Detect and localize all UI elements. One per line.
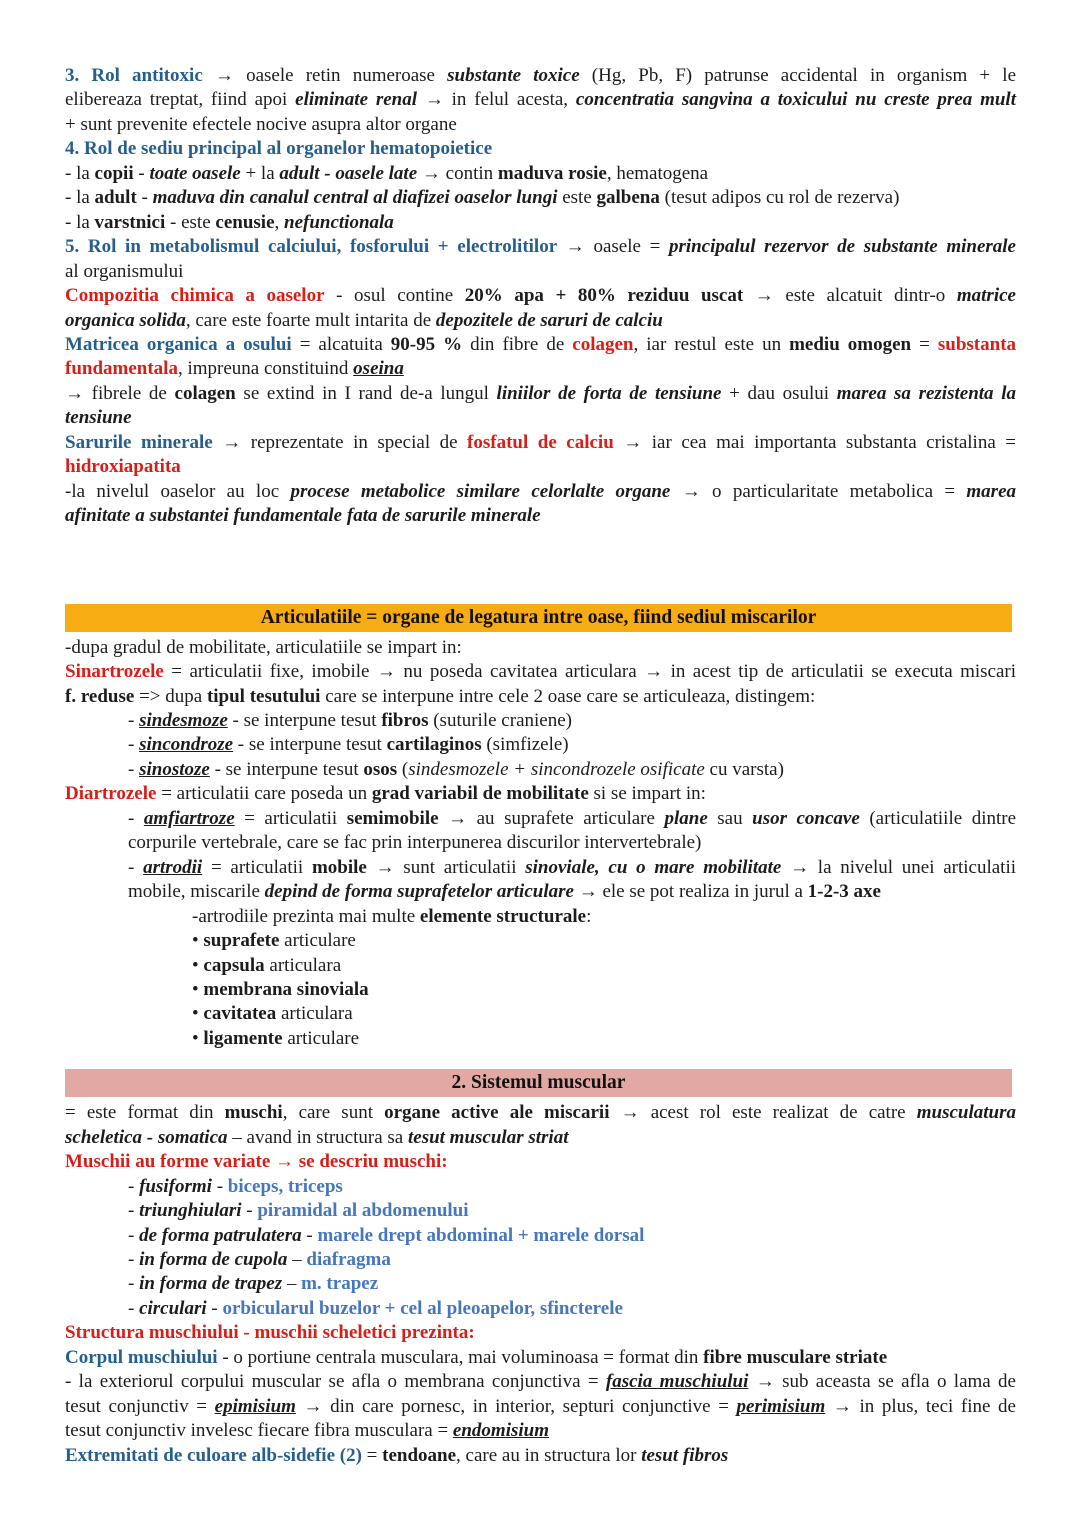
text-segment: - se interpune tesut [209, 758, 364, 780]
text-segment: : [586, 905, 592, 927]
text-line [65, 1002, 1016, 1026]
text-segment: Sinartrozele [65, 661, 164, 683]
text-segment: - o portiune centrala musculara, mai voluminoasa = format din [217, 1346, 704, 1368]
text-segment: eliminate renal [295, 89, 417, 111]
text-segment: este [557, 187, 597, 209]
text-segment: tesut muscular striat [407, 1126, 569, 1148]
text-segment: -artrodiile prezinta mai multe [192, 905, 420, 927]
text-segment: • [192, 1003, 204, 1025]
text-segment: Matricea organica a osului [65, 333, 292, 355]
text-segment: - la [65, 211, 95, 233]
text-segment: - se interpune tesut [227, 709, 382, 731]
text-line [65, 406, 1016, 430]
text-segment: → sub aceasta se afla o lama de [748, 1371, 1016, 1393]
text-segment: procese metabolice similare celorlalte organe [290, 480, 671, 502]
text-segment: articulare [282, 1027, 360, 1049]
text-segment: – [287, 1249, 307, 1271]
text-segment: → o particularitate metabolica = [670, 480, 967, 502]
text-line [65, 782, 1016, 806]
text-segment: Muschii au forme variate → se descriu muschi: [65, 1151, 448, 1173]
text-segment: - la [65, 162, 95, 184]
text-segment: fibre musculare striate [703, 1346, 888, 1368]
text-line [65, 636, 1016, 660]
text-line [65, 431, 1016, 455]
text-segment: biceps, triceps [227, 1175, 343, 1197]
text-segment: si se impart in: [588, 783, 706, 805]
text-segment: musculatura [916, 1102, 1016, 1124]
text-line [65, 64, 1016, 88]
text-segment: orbicularul buzelor + cel al pleoapelor, sfincterele [222, 1297, 623, 1319]
text-segment: care se interpune intre cele 2 oase care se articuleaza, distingem: [320, 685, 816, 707]
text-line [65, 235, 1016, 259]
text-line [65, 480, 1016, 504]
text-line [65, 284, 1016, 308]
text-line [65, 880, 1016, 904]
text-line [65, 685, 1016, 709]
text-line [65, 1199, 1016, 1223]
text-segment: substanta [937, 333, 1017, 355]
text-segment: = articulatii [234, 807, 347, 829]
text-segment: , hematogena [606, 162, 709, 184]
text-segment: din fibre de [462, 333, 573, 355]
text-segment: Diartrozele [65, 783, 157, 805]
text-segment: scheletica - somatica [65, 1126, 228, 1148]
text-segment: mobile [311, 856, 367, 878]
text-segment: sinostoze [139, 758, 210, 780]
text-segment: - [301, 1224, 318, 1246]
text-segment: → in felul acesta, [417, 89, 576, 111]
text-segment: elemente structurale [419, 905, 587, 927]
text-segment: galbena [596, 187, 660, 209]
text-segment: ( [397, 758, 409, 780]
text-segment: - [241, 1200, 258, 1222]
text-segment: Structura muschiului - muschii scheletici prezinta: [65, 1322, 475, 1344]
text-segment: – [282, 1273, 302, 1295]
text-line [65, 137, 1016, 161]
text-segment: (suturile craniene) [428, 709, 572, 731]
text-segment: = este format din [65, 1102, 225, 1124]
text-line [65, 1346, 1016, 1370]
text-segment: sindesmoze [139, 709, 228, 731]
text-segment: cu varsta) [704, 758, 784, 780]
text-segment: → acest rol este realizat de catre [609, 1102, 917, 1124]
text-segment: → la nivelul unei articulatii [781, 856, 1017, 878]
text-line [65, 1150, 1016, 1174]
text-segment: • [192, 1027, 204, 1049]
text-segment: maduva rosie [497, 162, 607, 184]
text-line [65, 88, 1016, 112]
text-segment: epimisium [214, 1395, 296, 1417]
text-segment: - [133, 162, 150, 184]
text-segment: Extremitati de culoare alb-sidefie (2) [65, 1444, 362, 1466]
text-segment: fusiformi [139, 1175, 212, 1197]
text-segment: = articulatii fixe, imobile → nu poseda cavitatea articulara → in acest tip de articulatii se executa miscari [163, 661, 1016, 683]
text-segment: → este alcatuit dintr-o [743, 285, 957, 307]
text-line [65, 1101, 1016, 1125]
text-segment: tendoane [382, 1444, 457, 1466]
text-segment: articulare [279, 930, 356, 952]
text-segment: 3. Rol antitoxic [65, 65, 203, 86]
text-segment: marea [966, 480, 1017, 502]
text-segment: de forma patrulatera [139, 1224, 302, 1246]
text-line [65, 660, 1016, 684]
text-segment: - [206, 1297, 223, 1319]
text-segment: • [192, 954, 204, 976]
text-segment: sinoviale, cu o mare mobilitate [525, 856, 782, 878]
text-segment: → ele se pot realiza in jurul a [573, 881, 808, 903]
text-segment: tensiune [65, 407, 132, 429]
text-line [65, 1321, 1016, 1345]
text-segment: + dau osului [721, 382, 837, 404]
text-segment: organe active ale miscarii [384, 1102, 610, 1124]
text-segment: plane [664, 807, 708, 829]
text-segment: -la nivelul oaselor au loc [65, 480, 291, 502]
text-segment: colagen [572, 333, 634, 355]
text-line [65, 807, 1016, 831]
text-segment: - [128, 1273, 140, 1295]
text-segment: amfiartroze [143, 807, 235, 829]
text-segment: principalul rezervor de substante minerale [668, 236, 1016, 258]
text-segment: depind de forma suprafetelor articulare [264, 881, 574, 903]
text-segment: - osul contine [324, 285, 465, 307]
text-segment: copii [94, 162, 134, 184]
text-segment: perimisium [736, 1395, 826, 1417]
text-line [65, 162, 1016, 186]
text-segment: → au suprafete articulare [438, 807, 665, 829]
text-segment: - [128, 1175, 140, 1197]
text-segment: → sunt articulatii [366, 856, 526, 878]
text-segment: muschi [224, 1102, 283, 1124]
text-segment: tesut fibros [641, 1444, 729, 1466]
text-segment: se extind in I rand de-a lungul [235, 382, 497, 404]
text-segment: – avand in structura sa [227, 1126, 408, 1148]
text-segment: triunghiulari [139, 1200, 242, 1222]
text-line [65, 113, 1016, 137]
text-segment: m. trapez [301, 1273, 379, 1295]
text-line [65, 954, 1016, 978]
text-segment: suprafete [203, 930, 280, 952]
text-segment: , iar restul este un [633, 333, 790, 355]
text-segment: - [128, 807, 144, 829]
text-segment: = [911, 333, 938, 355]
text-segment: - [211, 1175, 228, 1197]
text-segment: , care este foarte mult intarita de [185, 309, 436, 331]
text-line [65, 905, 1016, 929]
text-segment: , care sunt [282, 1102, 385, 1124]
text-segment: fundamentala [65, 358, 178, 380]
text-segment: - la [65, 187, 95, 209]
section-heading-muscular: 2. Sistemul muscular [65, 1069, 1012, 1097]
text-segment: in forma de trapez [139, 1273, 283, 1295]
text-segment: • [192, 930, 204, 952]
text-line [65, 357, 1016, 381]
text-segment: fascia muschiului [605, 1371, 749, 1393]
text-segment: depozitele de saruri de calciu [435, 309, 663, 331]
text-segment: tipul tesutului [206, 685, 321, 707]
text-segment: → din care pornesc, in interior, septuri conjunctive = [295, 1395, 737, 1417]
text-segment: semimobile [346, 807, 439, 829]
text-segment: - la exteriorul corpului muscular se afla o membrana conjunctiva = [65, 1371, 606, 1393]
text-segment: maduva din canalul central al diafizei oaselor lungi [152, 187, 558, 209]
text-segment: = articulatii care poseda un [156, 783, 372, 805]
text-segment: - [128, 856, 144, 878]
text-line [65, 1224, 1016, 1248]
text-segment: 90-95 % [390, 333, 463, 355]
text-segment: capsula [203, 954, 265, 976]
text-segment: + la [240, 162, 280, 184]
text-segment: usor concave [752, 807, 860, 829]
text-segment: liniilor de forta de tensiune [496, 382, 722, 404]
text-segment: colagen [174, 382, 236, 404]
text-segment: grad variabil de mobilitate [371, 783, 589, 805]
text-line [65, 186, 1016, 210]
text-segment: Sarurile minerale [65, 431, 213, 453]
text-line [65, 1126, 1016, 1150]
text-segment: Corpul muschiului [65, 1346, 218, 1368]
text-segment: sincondroze [139, 734, 234, 756]
text-segment: - [136, 187, 153, 209]
text-segment: membrana sinoviala [203, 978, 369, 1000]
text-line [65, 1248, 1016, 1272]
text-segment: fosfatul de calciu [467, 431, 614, 453]
text-segment: - [128, 1297, 140, 1319]
text-segment: • [192, 978, 204, 1000]
text-line [65, 709, 1016, 733]
text-line [65, 1027, 1016, 1051]
text-segment: Compozitia chimica a oaselor [65, 285, 325, 307]
text-line [65, 211, 1016, 235]
text-line [65, 455, 1016, 479]
text-segment: → in plus, teci fine de [825, 1395, 1016, 1417]
text-segment: + sunt prevenite efectele nocive asupra altor organe [65, 113, 457, 135]
text-segment: - [128, 709, 140, 731]
text-segment: tesut conjunctiv invelesc fiecare fibra musculara = [65, 1420, 453, 1442]
text-segment: 20% apa + 80% reziduu uscat [464, 285, 744, 307]
text-segment: - se interpune tesut [233, 734, 387, 756]
text-segment: endomisium [452, 1420, 549, 1442]
text-segment: => dupa [134, 685, 207, 707]
text-segment: nefunctionala [284, 211, 394, 233]
text-segment: f. reduse [65, 685, 135, 707]
text-segment: 4. Rol de sediu principal al organelor hematopoietice [65, 138, 493, 160]
text-segment: adult [94, 187, 137, 209]
text-line [65, 309, 1016, 333]
text-segment: , [274, 211, 284, 233]
text-segment: corpurile vertebrale, care se fac prin interpunerea discurilor intervertebrale) [128, 832, 702, 854]
text-segment: ligamente [203, 1027, 283, 1049]
text-line [65, 856, 1016, 880]
text-line [65, 1175, 1016, 1199]
text-segment: elibereaza treptat, fiind apoi [65, 89, 296, 111]
text-segment: afinitate a substantei fundamentale fata de sarurile minerale [65, 505, 541, 527]
text-segment: articulara [264, 954, 342, 976]
text-segment: (tesut adipos cu rol de rezerva) [659, 187, 900, 209]
text-segment: → reprezentate in special de [212, 431, 468, 453]
text-line [65, 831, 1016, 855]
text-segment: = [361, 1444, 383, 1466]
spacer [65, 1051, 1016, 1067]
text-segment: in forma de cupola [139, 1249, 288, 1271]
text-segment: tesut conjunctiv = [65, 1395, 215, 1417]
text-segment: = alcatuita [291, 333, 391, 355]
text-segment: cartilaginos [386, 734, 482, 756]
text-line [65, 1395, 1016, 1419]
text-segment: sindesmozele + sincondrozele osificate [408, 758, 705, 780]
text-line [65, 1444, 1016, 1468]
text-segment: (simfizele) [481, 734, 569, 756]
text-line [65, 1370, 1016, 1394]
text-segment: marele drept abdominal + marele dorsal [317, 1224, 645, 1246]
text-line [65, 929, 1016, 953]
text-segment: piramidal al abdomenului [257, 1200, 469, 1222]
text-segment: articulara [276, 1003, 353, 1025]
text-segment: (Hg, Pb, F) patrunse accidental in organism + le [579, 65, 1017, 86]
text-segment: osos [363, 758, 398, 780]
text-segment: fibros [381, 709, 429, 731]
text-segment: (articulatiile dintre [859, 807, 1017, 829]
text-line [65, 758, 1016, 782]
text-segment: = articulatii [202, 856, 312, 878]
text-segment: cavitatea [203, 1003, 277, 1025]
text-segment: → contin [417, 162, 498, 184]
text-segment: mediu omogen [789, 333, 912, 355]
text-segment: → oasele = [557, 236, 669, 258]
text-segment: concentratia sangvina a toxicului nu creste prea mult [575, 89, 1016, 111]
text-line [65, 1272, 1016, 1296]
text-segment: 1-2-3 axe [807, 881, 881, 903]
text-line [65, 1297, 1016, 1321]
text-line [65, 1419, 1016, 1443]
text-segment: sau [707, 807, 753, 829]
text-segment: oseina [353, 358, 404, 380]
text-line [65, 382, 1016, 406]
text-line [65, 504, 1016, 528]
text-segment: - este [165, 211, 216, 233]
text-segment: , care au in structura lor [456, 1444, 642, 1466]
text-segment: varstnici [94, 211, 166, 233]
text-segment: 5. Rol in metabolismul calciului, fosforului + electrolitilor [65, 236, 558, 258]
text-segment: artrodii [143, 856, 203, 878]
text-segment: - [128, 1224, 140, 1246]
text-line [65, 333, 1016, 357]
text-segment: adult - oasele late [279, 162, 418, 184]
text-segment: - [128, 734, 140, 756]
text-segment: cenusie [215, 211, 275, 233]
text-segment: circulari [139, 1297, 207, 1319]
text-segment: - [128, 758, 140, 780]
text-line [65, 978, 1016, 1002]
text-segment: organica solida [65, 309, 186, 331]
text-segment: al organismului [65, 260, 184, 282]
text-segment: mobile, miscarile [128, 881, 265, 903]
text-segment: substante toxice [447, 65, 580, 86]
text-segment: -dupa gradul de mobilitate, articulatiile se impart in: [65, 636, 462, 658]
text-segment: , impreuna constituind [177, 358, 354, 380]
text-segment: hidroxiapatita [65, 456, 181, 478]
text-segment: - [128, 1200, 140, 1222]
text-segment: toate oasele [149, 162, 241, 184]
text-segment: diafragma [306, 1249, 391, 1271]
text-segment: - [128, 1249, 140, 1271]
section-heading-articulations: Articulatiile = organe de legatura intre oase, fiind sediul miscarilor [65, 604, 1012, 632]
text-segment: → oasele retin numeroase [202, 65, 448, 86]
text-line [65, 733, 1016, 757]
text-segment: → iar cea mai importanta substanta cristalina = [613, 431, 1016, 453]
spacer [65, 529, 1016, 602]
text-line [65, 260, 1016, 284]
text-segment: → fibrele de [65, 382, 175, 404]
text-segment: matrice [956, 285, 1016, 307]
text-segment: marea sa rezistenta la [836, 382, 1016, 404]
